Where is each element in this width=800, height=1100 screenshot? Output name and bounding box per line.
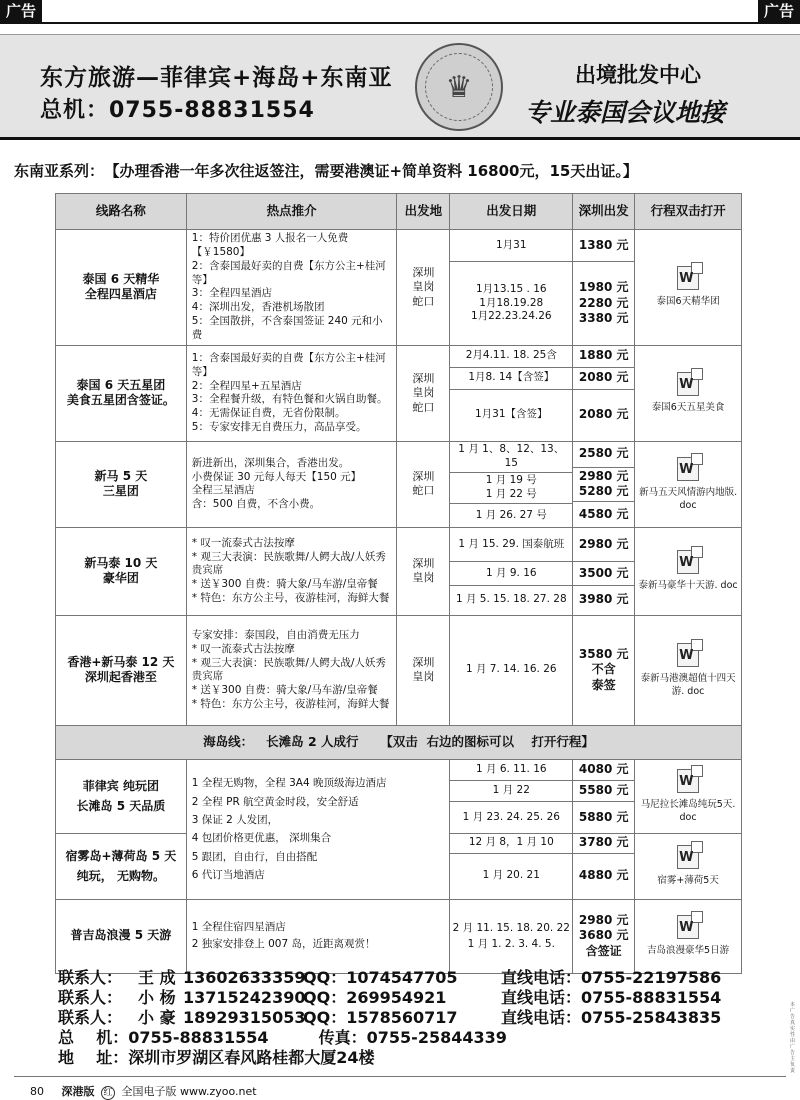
outbound-center-title: 出境批发中心 — [575, 63, 701, 87]
contact-row — [58, 1008, 722, 1028]
table-row — [56, 899, 742, 973]
price-cell: 5880 元 — [578, 809, 629, 824]
contact-line: 直线电话：0755-22197586 — [501, 968, 722, 987]
price-cell: 2580 元 — [573, 442, 634, 468]
doc-name: 泰新马港澳超值十四天游. doc — [640, 673, 736, 697]
date-cell: 1 月 19 号 1 月 22 号 — [450, 473, 572, 505]
address: 地 址：深圳市罗湖区春风路桂都大厦24楼 — [58, 1048, 375, 1067]
visa-notice-text: 【办理香港一年多次往返签注，需要港澳证+简单资料 16800元，15天出证。】 — [112, 162, 638, 180]
date-cell: 1 月 22 — [450, 781, 572, 802]
table-row — [56, 527, 742, 615]
date-cell: 1月13.15 . 16 1月18.19.28 1月22.23.24.26 — [470, 282, 552, 323]
doc-name: 宿雾+薄荷5天 — [657, 875, 719, 887]
price-cell: 4580 元 — [578, 506, 629, 521]
top-ad-bar — [0, 0, 800, 24]
date-cell: 1月8. 14【含签】 — [450, 368, 572, 390]
contact-row — [58, 988, 722, 1008]
date-cell: 2 月 11. 15. 18. 20. 22 1 月 1. 2. 3. 4. 5. — [450, 899, 573, 973]
contact-label: 联系人： — [58, 988, 123, 1007]
price-cell: 1880 元 — [573, 346, 634, 368]
contact-name: 王 成 — [138, 968, 176, 987]
col-itinerary: 行程双击打开 — [635, 194, 742, 230]
contact-mobile: 13602633359 — [183, 968, 306, 987]
date-cell: 1 月 1、8、12、13、15 — [450, 442, 572, 473]
doc-name: 马尼拉长滩岛纯玩5天. doc — [640, 799, 736, 823]
route-name: 香港+新马泰 12 天 深圳起香港至 — [56, 615, 187, 725]
price-cell: 2980 元 — [573, 528, 634, 562]
date-cell: 1 月 23. 24. 25. 26 — [462, 810, 560, 823]
route-name: 新马 5 天 三星团 — [56, 441, 187, 527]
contact-mobile: 13715242390 — [183, 988, 306, 1007]
thai-figure-icon: ♛ — [425, 53, 493, 121]
col-dates: 出发日期 — [450, 194, 573, 230]
price-cell: 2980 元 3680 元 含签证 — [573, 899, 635, 973]
page-number: 80 — [30, 1085, 44, 1098]
series-label: 东南亚系列： — [14, 162, 105, 180]
header-banner — [0, 34, 800, 140]
ad-label-left: 广告 — [0, 0, 42, 22]
table-row — [56, 230, 742, 346]
contact-name: 小 豪 — [138, 1008, 176, 1027]
hot-points: 专家安排：泰国段，自由消费无压力 * 叹一流泰式古法按摩 * 观三大表演：民族歌舞/人鳄大战/人妖秀贵宾席 * 送￥300 自费：骑大象/马车游/皇帝餐 * 特色：东方公主号，夜游桂河，海鲜大餐 — [186, 615, 397, 725]
route-name: 普吉岛浪漫 5 天游 — [56, 899, 187, 973]
date-cell: 1 月 15. 29. 国泰航班 — [450, 528, 572, 562]
table-row — [56, 615, 742, 725]
table-row — [56, 441, 742, 527]
contact-name: 小 杨 — [138, 988, 176, 1007]
hot-points: * 叹一流泰式古法按摩 * 观三大表演：民族歌舞/人鳄大战/人妖秀贵宾席 * 送￥300 自费：骑大象/马车游/皇帝餐 * 特色：东方公主号，夜游桂河，海鲜大餐 — [186, 527, 397, 615]
tour-table — [55, 193, 742, 974]
word-doc-icon — [677, 457, 699, 481]
doc-name: 泰新马豪华十天游. doc — [638, 580, 738, 592]
company-title: 东方旅游—菲律宾+海岛+东南亚 — [40, 65, 393, 91]
price-cell: 4080 元 — [573, 760, 634, 781]
price-cell: 3980 元 — [578, 592, 629, 607]
word-doc-icon — [677, 643, 699, 667]
slogan: 专业泰国会议地接 — [525, 98, 726, 127]
itinerary-doc-link[interactable] — [635, 345, 742, 441]
doc-name: 吉岛浪漫豪华5日游 — [647, 945, 730, 957]
general-phone-fax: 总 机：0755-88831554 传真：0755-25844339 — [58, 1028, 507, 1047]
word-doc-icon — [677, 769, 699, 793]
date-cell: 2月4.11. 18. 25含 — [450, 346, 572, 368]
page-footer — [30, 1083, 257, 1100]
route-name: 菲律宾 纯玩团 长滩岛 5 天品质 — [56, 759, 187, 833]
doc-name: 泰国6天五星美食 — [651, 402, 725, 414]
site-url: 全国电子版 www.zyoo.net — [121, 1085, 257, 1098]
col-departure: 出发地 — [397, 194, 450, 230]
itinerary-doc-link[interactable] — [635, 615, 742, 725]
word-doc-icon — [677, 550, 699, 574]
word-doc-icon — [677, 845, 699, 869]
route-name: 泰国 6 天精华 全程四星酒店 — [56, 230, 187, 346]
island-section-header — [56, 725, 742, 759]
ad-label-right: 广告 — [758, 0, 800, 22]
itinerary-doc-link[interactable] — [635, 230, 742, 346]
itinerary-doc-link[interactable] — [635, 759, 742, 833]
edition-label: 深港版 — [61, 1085, 95, 1098]
date-cell: 12 月 8，1 月 10 — [450, 834, 572, 854]
price-cell: 3580 元 不含 泰签 — [573, 615, 635, 725]
contact-line: 直线电话：0755-88831554 — [501, 988, 722, 1007]
price-cell: 3500 元 — [573, 562, 634, 586]
departure: 深圳 皇岗 蛇口 — [397, 230, 450, 346]
doc-name: 新马五天风情游内地版. doc — [639, 487, 738, 511]
col-hot: 热点推介 — [186, 194, 397, 230]
route-name: 新马泰 10 天 豪华团 — [56, 527, 187, 615]
table-row — [56, 759, 742, 833]
side-disclaimer: 本广告真实性由广告主负责 — [790, 1002, 796, 1074]
departure: 深圳 皇岗 蛇口 — [397, 345, 450, 441]
thai-emblem-logo — [415, 43, 503, 131]
company-phone: 总机：0755-88831554 — [40, 98, 315, 123]
col-route: 线路名称 — [56, 194, 187, 230]
word-doc-icon — [677, 915, 699, 939]
route-name: 泰国 6 天五星团 美食五星团含签证。 — [56, 345, 187, 441]
hong-badge-icon: 红 — [101, 1086, 115, 1100]
table-header-row — [56, 194, 742, 230]
date-cell: 1月31 — [450, 230, 572, 262]
price-cell: 3780 元 — [573, 834, 634, 854]
hot-points: 新进新出，深圳集合，香港出发。 小费保证 30 元每人每天【150 元】 全程三星酒店 含：500 自费，不含小费。 — [186, 441, 397, 527]
col-price: 深圳出发 — [573, 194, 635, 230]
date-cell: 1 月 26. 27 号 — [475, 508, 547, 521]
date-cell: 1 月 7. 14. 16. 26 — [450, 615, 573, 725]
date-cell: 1 月 9. 16 — [450, 562, 572, 586]
price-cell: 4880 元 — [578, 868, 629, 883]
departure: 深圳 皇岗 — [397, 527, 450, 615]
departure: 深圳 皇岗 — [397, 615, 450, 725]
contact-label: 联系人： — [58, 1008, 123, 1027]
island-hot-points: 1 全程无购物，全程 3A4 晚顶级海边酒店 2 全程 PR 航空黄金时段，安全舒适 3 保证 2 人发团， 4 包团价格更优惠， 深圳集合 5 跟团，自由行，自由搭配 6 代订当地酒店 — [186, 759, 450, 899]
contacts-block — [58, 968, 722, 1068]
price-cell: 1980 元 2280 元 3380 元 — [578, 279, 629, 326]
itinerary-doc-link[interactable] — [635, 899, 742, 973]
contact-mobile: 18929315053 — [183, 1008, 306, 1027]
departure: 深圳 蛇口 — [397, 441, 450, 527]
contact-qq: QQ：1578560717 — [303, 1008, 458, 1027]
price-cell: 2080 元 — [578, 407, 629, 422]
date-cell: 1 月 20. 21 — [482, 869, 540, 882]
contact-label: 联系人： — [58, 968, 123, 987]
date-cell: 1 月 5. 15. 18. 27. 28 — [455, 593, 567, 606]
island-header-text: 海岛线： 长滩岛 2 人成行 【双击 右边的图标可以 打开行程】 — [56, 725, 742, 759]
footer-divider — [14, 1076, 786, 1077]
date-cell: 1月31【含签】 — [475, 408, 548, 421]
contact-qq: QQ：1074547705 — [303, 968, 458, 987]
price-cell: 2980 元 5280 元 — [573, 468, 634, 503]
table-row — [56, 345, 742, 441]
hk-visa-notice — [14, 160, 638, 181]
word-doc-icon — [677, 266, 699, 290]
itinerary-doc-link[interactable] — [635, 833, 742, 899]
price-cell: 5580 元 — [573, 781, 634, 802]
date-cell: 1 月 6. 11. 16 — [450, 760, 572, 781]
route-name: 宿雾岛+薄荷岛 5 天 纯玩， 无购物。 — [56, 833, 187, 899]
itinerary-doc-link[interactable] — [635, 527, 742, 615]
price-cell: 1380 元 — [573, 230, 634, 262]
contact-row — [58, 968, 722, 988]
contact-qq: QQ：269954921 — [303, 988, 447, 1007]
hot-points: 1 全程住宿四星酒店 2 独家安排登上 007 岛，近距离观赏！ — [186, 899, 450, 973]
itinerary-doc-link[interactable] — [635, 441, 742, 527]
word-doc-icon — [677, 372, 699, 396]
doc-name: 泰国6天精华团 — [656, 296, 720, 308]
price-cell: 2080 元 — [573, 368, 634, 390]
contact-line: 直线电话：0755-25843835 — [501, 1008, 722, 1027]
hot-points: 1：含泰国最好卖的自费【东方公主+桂河等】 2：全程四星+五星酒店 3：全程餐升级，有特色餐和火锅自助餐。 4：无需保证自费，无省份限制。 5：专家安排无自费压力，高品享受。 — [186, 345, 397, 441]
hot-points: 1：特价团优惠 3 人报名一人免费【￥1580】 2：含泰国最好卖的自费【东方公主+桂河等】 3：全程四星酒店 4：深圳出发，香港机场散团 5：全国散拼，不含泰国签证 240 元和小费 — [186, 230, 397, 346]
